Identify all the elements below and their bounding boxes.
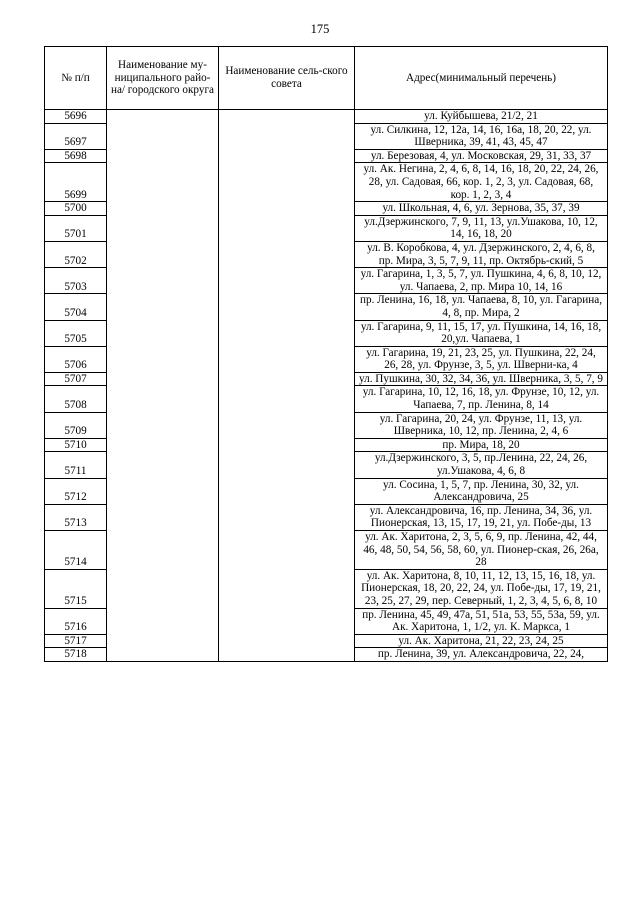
row-number: 5715	[45, 569, 107, 608]
row-number: 5697	[45, 123, 107, 149]
row-number: 5702	[45, 241, 107, 267]
rural-council-cell	[219, 110, 355, 662]
row-address: ул. Александровича, 16, пр. Ленина, 34, 36, ул. Пионерская, 13, 15, 17, 19, 21, ул. Побе-ды, 13	[355, 504, 608, 530]
table-header-row	[45, 47, 608, 110]
address-table	[44, 46, 608, 662]
row-address: ул. Гагарина, 1, 3, 5, 7, ул. Пушкина, 4, 6, 8, 10, 12, ул. Чапаева, 2, пр. Мира 10, 14, 16	[355, 268, 608, 294]
row-number: 5700	[45, 202, 107, 216]
header-rural-council: Наименование сель-ского совета	[219, 47, 355, 110]
row-number: 5712	[45, 478, 107, 504]
row-number: 5706	[45, 346, 107, 372]
row-address: ул. Школьная, 4, 6, ул. Зернова, 35, 37, 39	[355, 202, 608, 216]
header-number: № п/п	[45, 47, 107, 110]
row-address: ул.Дзержинского, 7, 9, 11, 13, ул.Ушакова, 10, 12, 14, 16, 18, 20	[355, 215, 608, 241]
row-number: 5716	[45, 608, 107, 634]
row-number: 5698	[45, 149, 107, 163]
row-address: ул. Куйбышева, 21/2, 21	[355, 110, 608, 124]
row-address: ул. Березовая, 4, ул. Московская, 29, 31, 33, 37	[355, 149, 608, 163]
row-number: 5705	[45, 320, 107, 346]
row-address: ул. Гагарина, 9, 11, 15, 17, ул. Пушкина, 14, 16, 18, 20,ул. Чапаева, 1	[355, 320, 608, 346]
row-number: 5710	[45, 438, 107, 452]
row-number: 5713	[45, 504, 107, 530]
header-address: Адрес(минимальный перечень)	[355, 47, 608, 110]
row-number: 5718	[45, 648, 107, 662]
row-address: ул. Гагарина, 10, 12, 16, 18, ул. Фрунзе, 10, 12, ул. Чапаева, 7, пр. Ленина, 8, 14	[355, 386, 608, 412]
row-number: 5704	[45, 294, 107, 320]
row-number: 5708	[45, 386, 107, 412]
row-number: 5699	[45, 163, 107, 202]
row-address: ул. Ак. Харитона, 21, 22, 23, 24, 25	[355, 634, 608, 648]
row-number: 5701	[45, 215, 107, 241]
row-address: ул. Ак. Харитона, 2, 3, 5, 6, 9, пр. Ленина, 42, 44, 46, 48, 50, 54, 56, 58, 60, ул. Пионер-ская, 26, 26а, 28	[355, 531, 608, 570]
row-address: ул.Дзержинского, 3, 5, пр.Ленина, 22, 24, 26, ул.Ушакова, 4, 6, 8	[355, 452, 608, 478]
row-number: 5703	[45, 268, 107, 294]
page-number: 175	[310, 22, 330, 36]
row-address: ул. Пушкина, 30, 32, 34, 36, ул. Шверника, 3, 5, 7, 9	[355, 372, 608, 386]
row-address: пр. Ленина, 39, ул. Александровича, 22, 24,	[355, 648, 608, 662]
row-address: ул. Гагарина, 19, 21, 23, 25, ул. Пушкина, 22, 24, 26, 28, ул. Фрунзе, 3, 5, ул. Шверни-ка, 4	[355, 346, 608, 372]
row-address: ул. Силкина, 12, 12а, 14, 16, 16а, 18, 20, 22, ул. Шверника, 39, 41, 43, 45, 47	[355, 123, 608, 149]
row-number: 5707	[45, 372, 107, 386]
row-address: ул. В. Коробкова, 4, ул. Дзержинского, 2, 4, 6, 8, пр. Мира, 3, 5, 7, 9, 11, пр. Октябрь-ский, 5	[355, 241, 608, 267]
row-address: пр. Мира, 18, 20	[355, 438, 608, 452]
district-cell	[107, 110, 219, 662]
row-address: пр. Ленина, 45, 49, 47а, 51, 51а, 53, 55, 53а, 59, ул. Ак. Харитона, 1, 1/2, ул. К. Маркса, 1	[355, 608, 608, 634]
row-address: ул. Сосина, 1, 5, 7, пр. Ленина, 30, 32, ул. Александровича, 25	[355, 478, 608, 504]
row-address: ул. Гагарина, 20, 24, ул. Фрунзе, 11, 13, ул. Шверника, 10, 12, пр. Ленина, 2, 4, 6	[355, 412, 608, 438]
row-address: ул. Ак. Негина, 2, 4, 6, 8, 14, 16, 18, 20, 22, 24, 26, 28, ул. Садовая, 66, кор. 1, 2, 3, ул. Садовая, 68, кор. 1, 2, 3, 4	[355, 163, 608, 202]
row-address: пр. Ленина, 16, 18, ул. Чапаева, 8, 10, ул. Гагарина, 4, 8, пр. Мира, 2	[355, 294, 608, 320]
table-row	[45, 110, 608, 124]
row-address: ул. Ак. Харитона, 8, 10, 11, 12, 13, 15, 16, 18, ул. Пионерская, 18, 20, 22, 24, ул. Побе-ды, 17, 19, 21, 23, 25, 27, 29, пер. Северный, 1, 2, 3, 4, 5, 6, 8, 10	[355, 569, 608, 608]
row-number: 5717	[45, 634, 107, 648]
header-district: Наименование му-ниципального райо-на/ городского округа	[107, 47, 219, 110]
row-number: 5709	[45, 412, 107, 438]
row-number: 5696	[45, 110, 107, 124]
row-number: 5714	[45, 531, 107, 570]
row-number: 5711	[45, 452, 107, 478]
